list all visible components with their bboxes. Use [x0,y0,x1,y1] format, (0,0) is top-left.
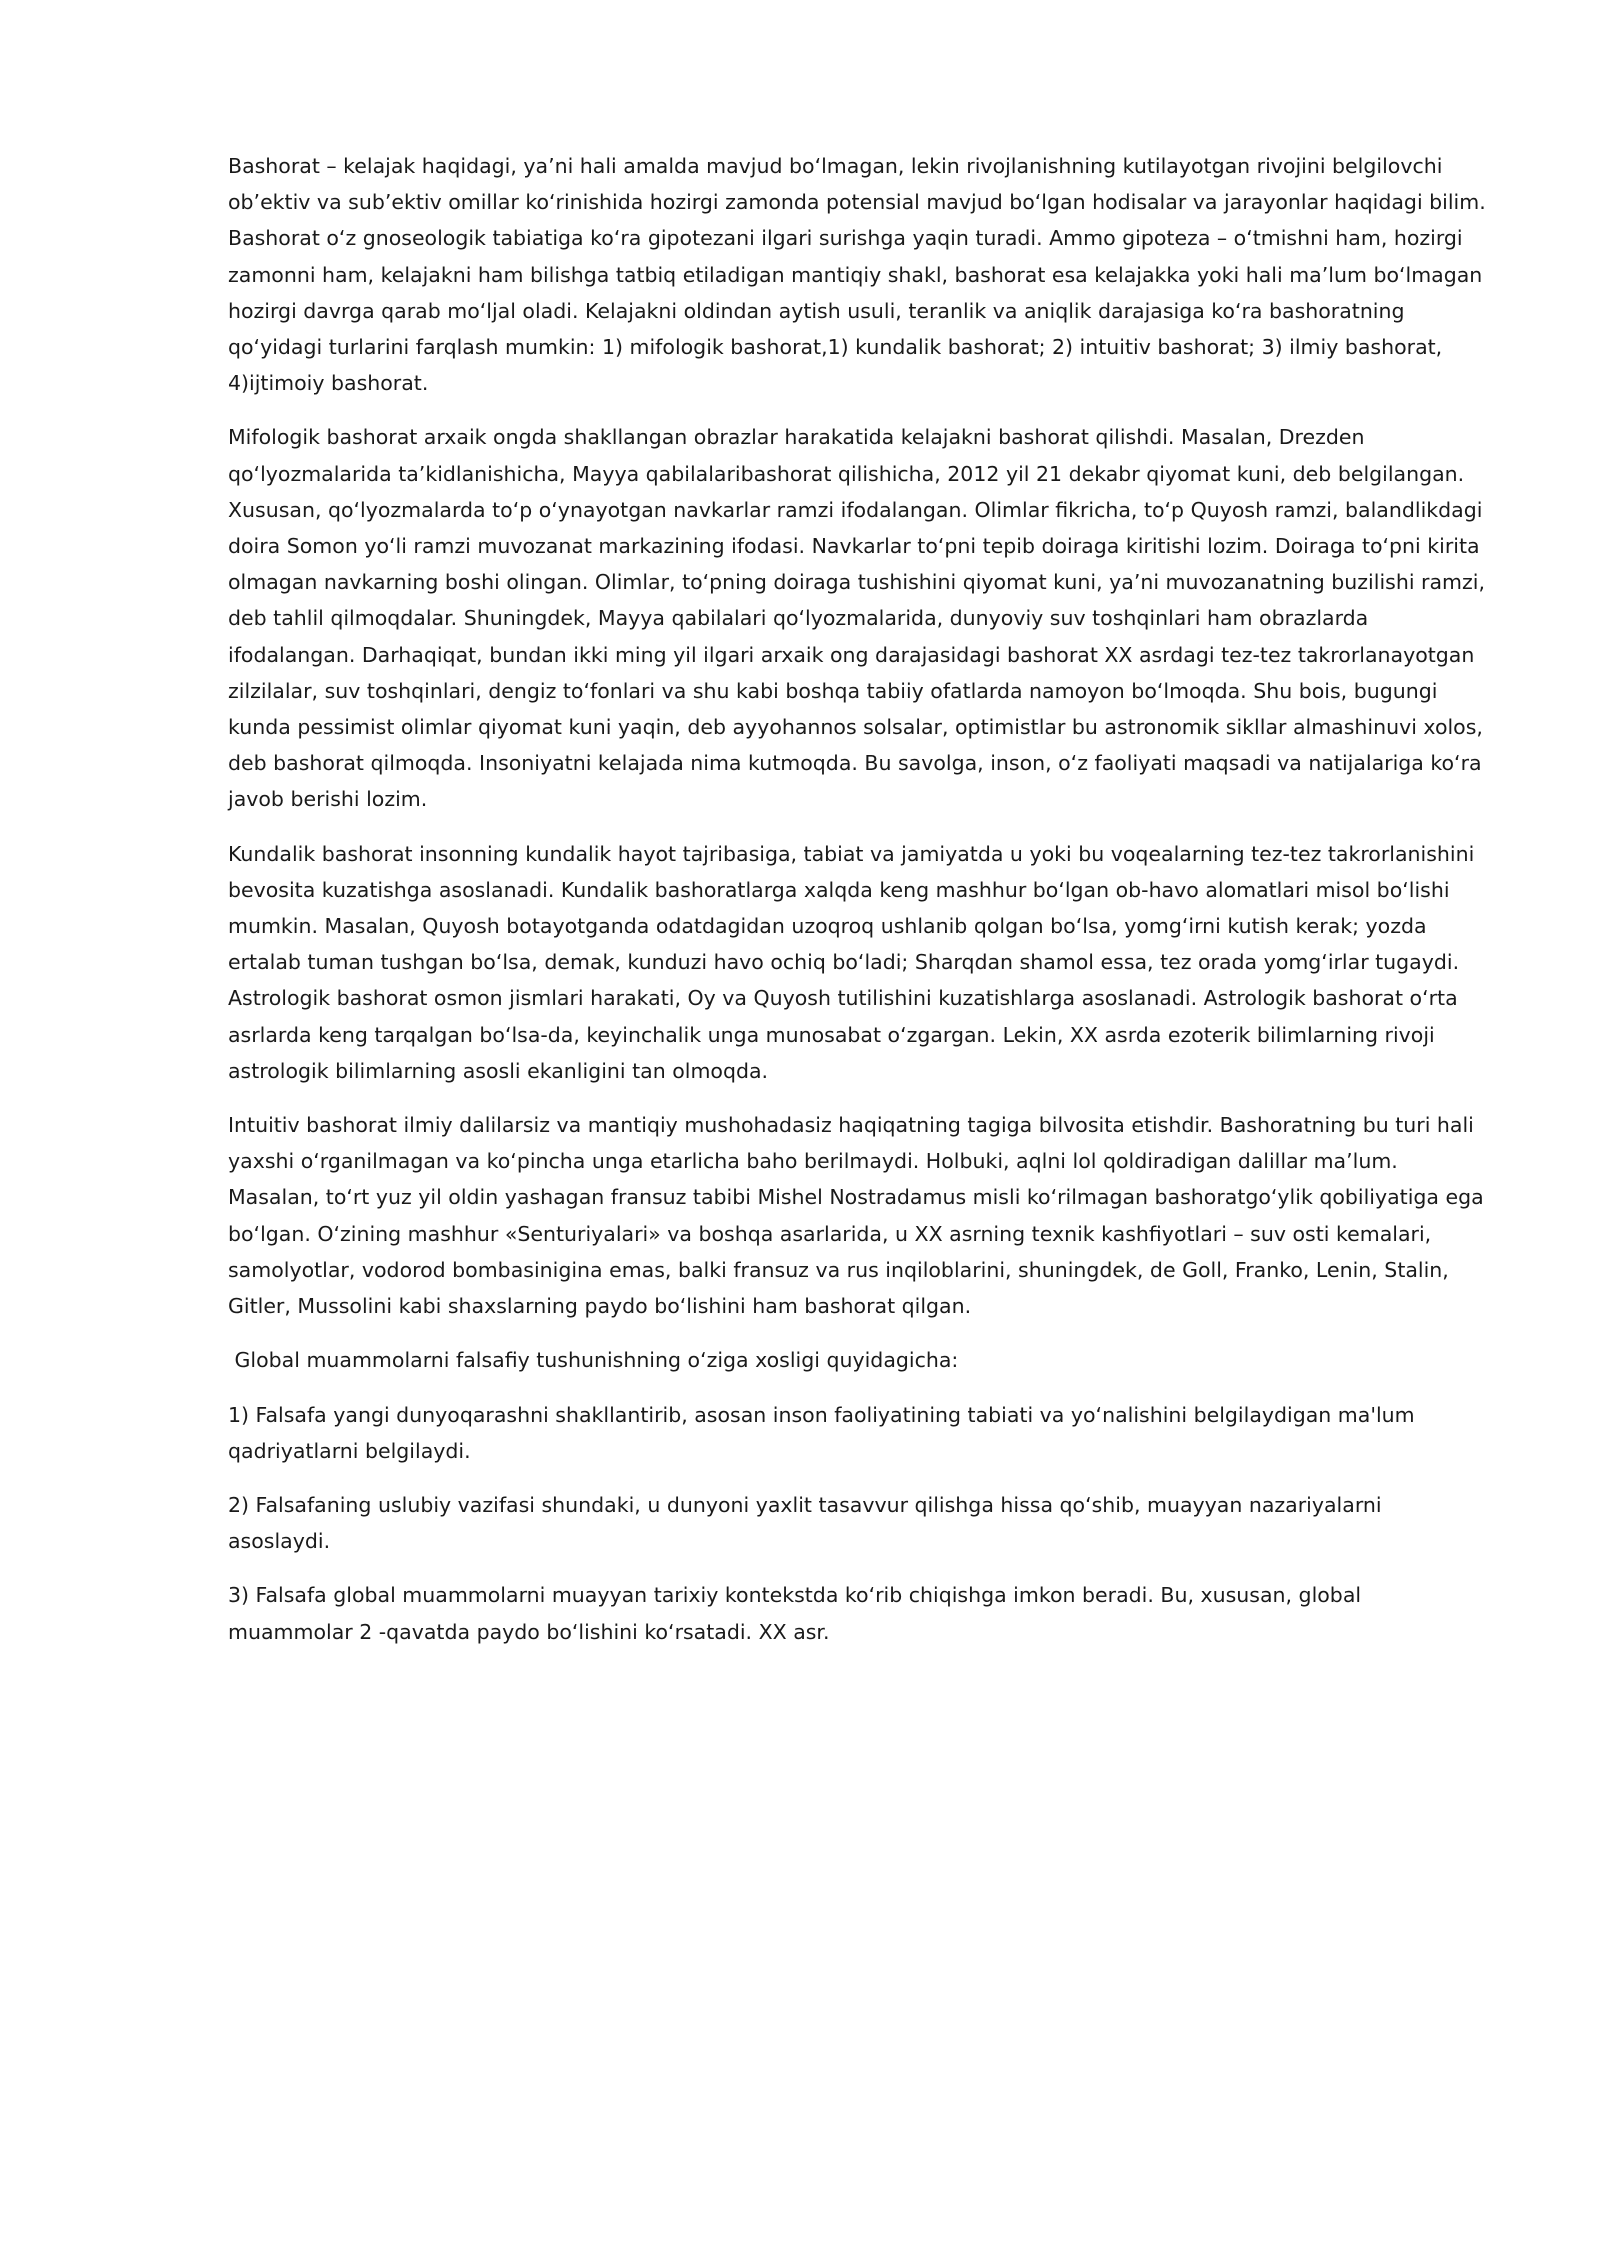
paragraph-global-muammolar-intro: Global muammolarni falsafiy tushunishning o‘ziga xosligi quyidagicha: [228,1348,959,1373]
paragraph-bashorat-definition: Bashorat – kelajak haqidagi, ya’ni hali amalda mavjud bo‘lmagan, lekin rivojlanishning kutilayotgan rivojini belgilovchi ob’ektiv va sub’ektiv omillar ko‘rinishida hozirgi zamonda potensial mavjud bo‘lgan hodisalar va jarayonlar haqidagi bilim. Bashorat o‘z gnoseologik tabiatiga ko‘ra gipotezani ilgari surishga yaqin turadi. Ammo gipoteza – o‘tmishni ham, hozirgi zamonni ham, kelajakni ham bilishga tatbiq etiladigan mantiqiy shakl, bashorat esa kelajakka yoki hali ma’lum bo‘lmagan hozirgi davrga qarab mo‘ljal oladi. Kelajakni oldindan aytish usuli, teranlik va aniqlik darajasiga ko‘ra bashoratning qo‘yidagi turlarini farqlash mumkin: 1) mifologik bashorat,1) kundalik bashorat; 2) intuitiv bashorat; 3) ilmiy bashorat, 4)ijtimoiy bashorat. [228,154,1493,396]
list-item-2: 2) Falsafaning uslubiy vazifasi shundaki, u dunyoni yaxlit tasavvur qilishga hissa qo‘shib, muayyan nazariyalarni asoslaydi. [228,1492,1389,1554]
paragraph-kundalik-bashorat: Kundalik bashorat insonning kundalik hayot tajribasiga, tabiat va jamiyatda u yoki bu voqealarning tez-tez takrorlanishini bevosita kuzatishga asoslanadi. Kundalik bashoratlarga xalqda keng mashhur bo‘lgan ob-havo alomatlari misol bo‘lishi mumkin. Masalan, Quyosh botayotganda odatdagidan uzoqroq ushlanib qolgan bo‘lsa, yomg‘irni kutish kerak; yozda ertalab tuman tushgan bo‘lsa, demak, kunduzi havo ochiq bo‘ladi; Sharqdan shamol essa, tez orada yomg‘irlar tugaydi. Astrologik bashorat osmon jismlari harakati, Oy va Quyosh tutilishini kuzatishlarga asoslanadi. Astrologik bashorat o‘rta asrlarda keng tarqalgan bo‘lsa-da, keyinchalik unga munosabat o‘zgargan. Lekin, XX asrda ezoterik bilimlarning rivoji astrologik bilimlarning asosli ekanligini tan olmoqda. [228,841,1481,1083]
list-item-1: 1) Falsafa yangi dunyoqarashni shakllantirib, asosan inson faoliyatining tabiati va yo‘nalishini belgilaydigan ma'lum qadriyatlarni belgilaydi. [228,1402,1422,1463]
document-body [228,148,1493,1668]
paragraph-mifologik-bashorat: Mifologik bashorat arxaik ongda shakllangan obrazlar harakatida kelajakni bashorat qilishdi. Masalan, Drezden qo‘lyozmalarida ta’kidlanishicha, Mayya qabilalaribashorat qilishicha, 2012 yil 21 dekabr qiyomat kuni, deb belgilangan. Xususan, qo‘lyozmalarda to‘p o‘ynayotgan navkarlar ramzi ifodalangan. Olimlar fikricha, to‘p Quyosh ramzi, balandlikdagi doira Somon yo‘li ramzi muvozanat markazining ifodasi. Navkarlar to‘pni tepib doiraga kiritishi lozim. Doiraga to‘pni kirita olmagan navkarning boshi olingan. Olimlar, to‘pning doiraga tushishini qiyomat kuni, ya’ni muvozanatning buzilishi ramzi, deb tahlil qilmoqdalar. Shuningdek, Mayya qabilalari qo‘lyozmalarida, dunyoviy suv toshqinlari ham obrazlarda ifodalangan. Darhaqiqat, bundan ikki ming yil ilgari arxaik ong darajasidagi bashorat XX asrdagi tez-tez takrorlanayotgan zilzilalar, suv toshqinlari, dengiz to‘fonlari va shu kabi boshqa tabiiy ofatlarda namoyon bo‘lmoqda. Shu bois, bugungi kunda pessimist olimlar qiyomat kuni yaqin, deb ayyohannos solsalar, optimistlar bu astronomik sikllar almashinuvi xolos, deb bashorat qilmoqda. Insoniyatni kelajada nima kutmoqda. Bu savolga, inson, o‘z faoliyati maqsadi va natijalariga ko‘ra javob berishi lozim. [228,425,1492,812]
paragraph-intuitiv-bashorat: Intuitiv bashorat ilmiy dalilarsiz va mantiqiy mushohadasiz haqiqatning tagiga bilvosita etishdir. Bashoratning bu turi hali yaxshi o‘rganilmagan va ko‘pincha unga etarlicha baho berilmaydi. Holbuki, aqlni lol qoldiradigan dalillar ma’lum. Masalan, to‘rt yuz yil oldin yashagan fransuz tabibi Mishel Nostradamus misli ko‘rilmagan bashoratgo‘ylik qobiliyatiga ega bo‘lgan. O‘zining mashhur «Senturiyalari» va boshqa asarlarida, u XX asrning texnik kashfiyotlari – suv osti kemalari, samolyotlar, vodorod bombasinigina emas, balki fransuz va rus inqiloblarini, shuningdek, de Goll, Franko, Lenin, Stalin, Gitler, Mussolini kabi shaxslarning paydo bo‘lishini ham bashorat qilgan. [228,1113,1491,1319]
list-item-3: 3) Falsafa global muammolarni muayyan tarixiy kontekstda ko‘rib chiqishga imkon beradi. Bu, xususan, global muammolar 2 -qavatda paydo bo‘lishini ko‘rsatadi. XX asr. [228,1583,1368,1644]
